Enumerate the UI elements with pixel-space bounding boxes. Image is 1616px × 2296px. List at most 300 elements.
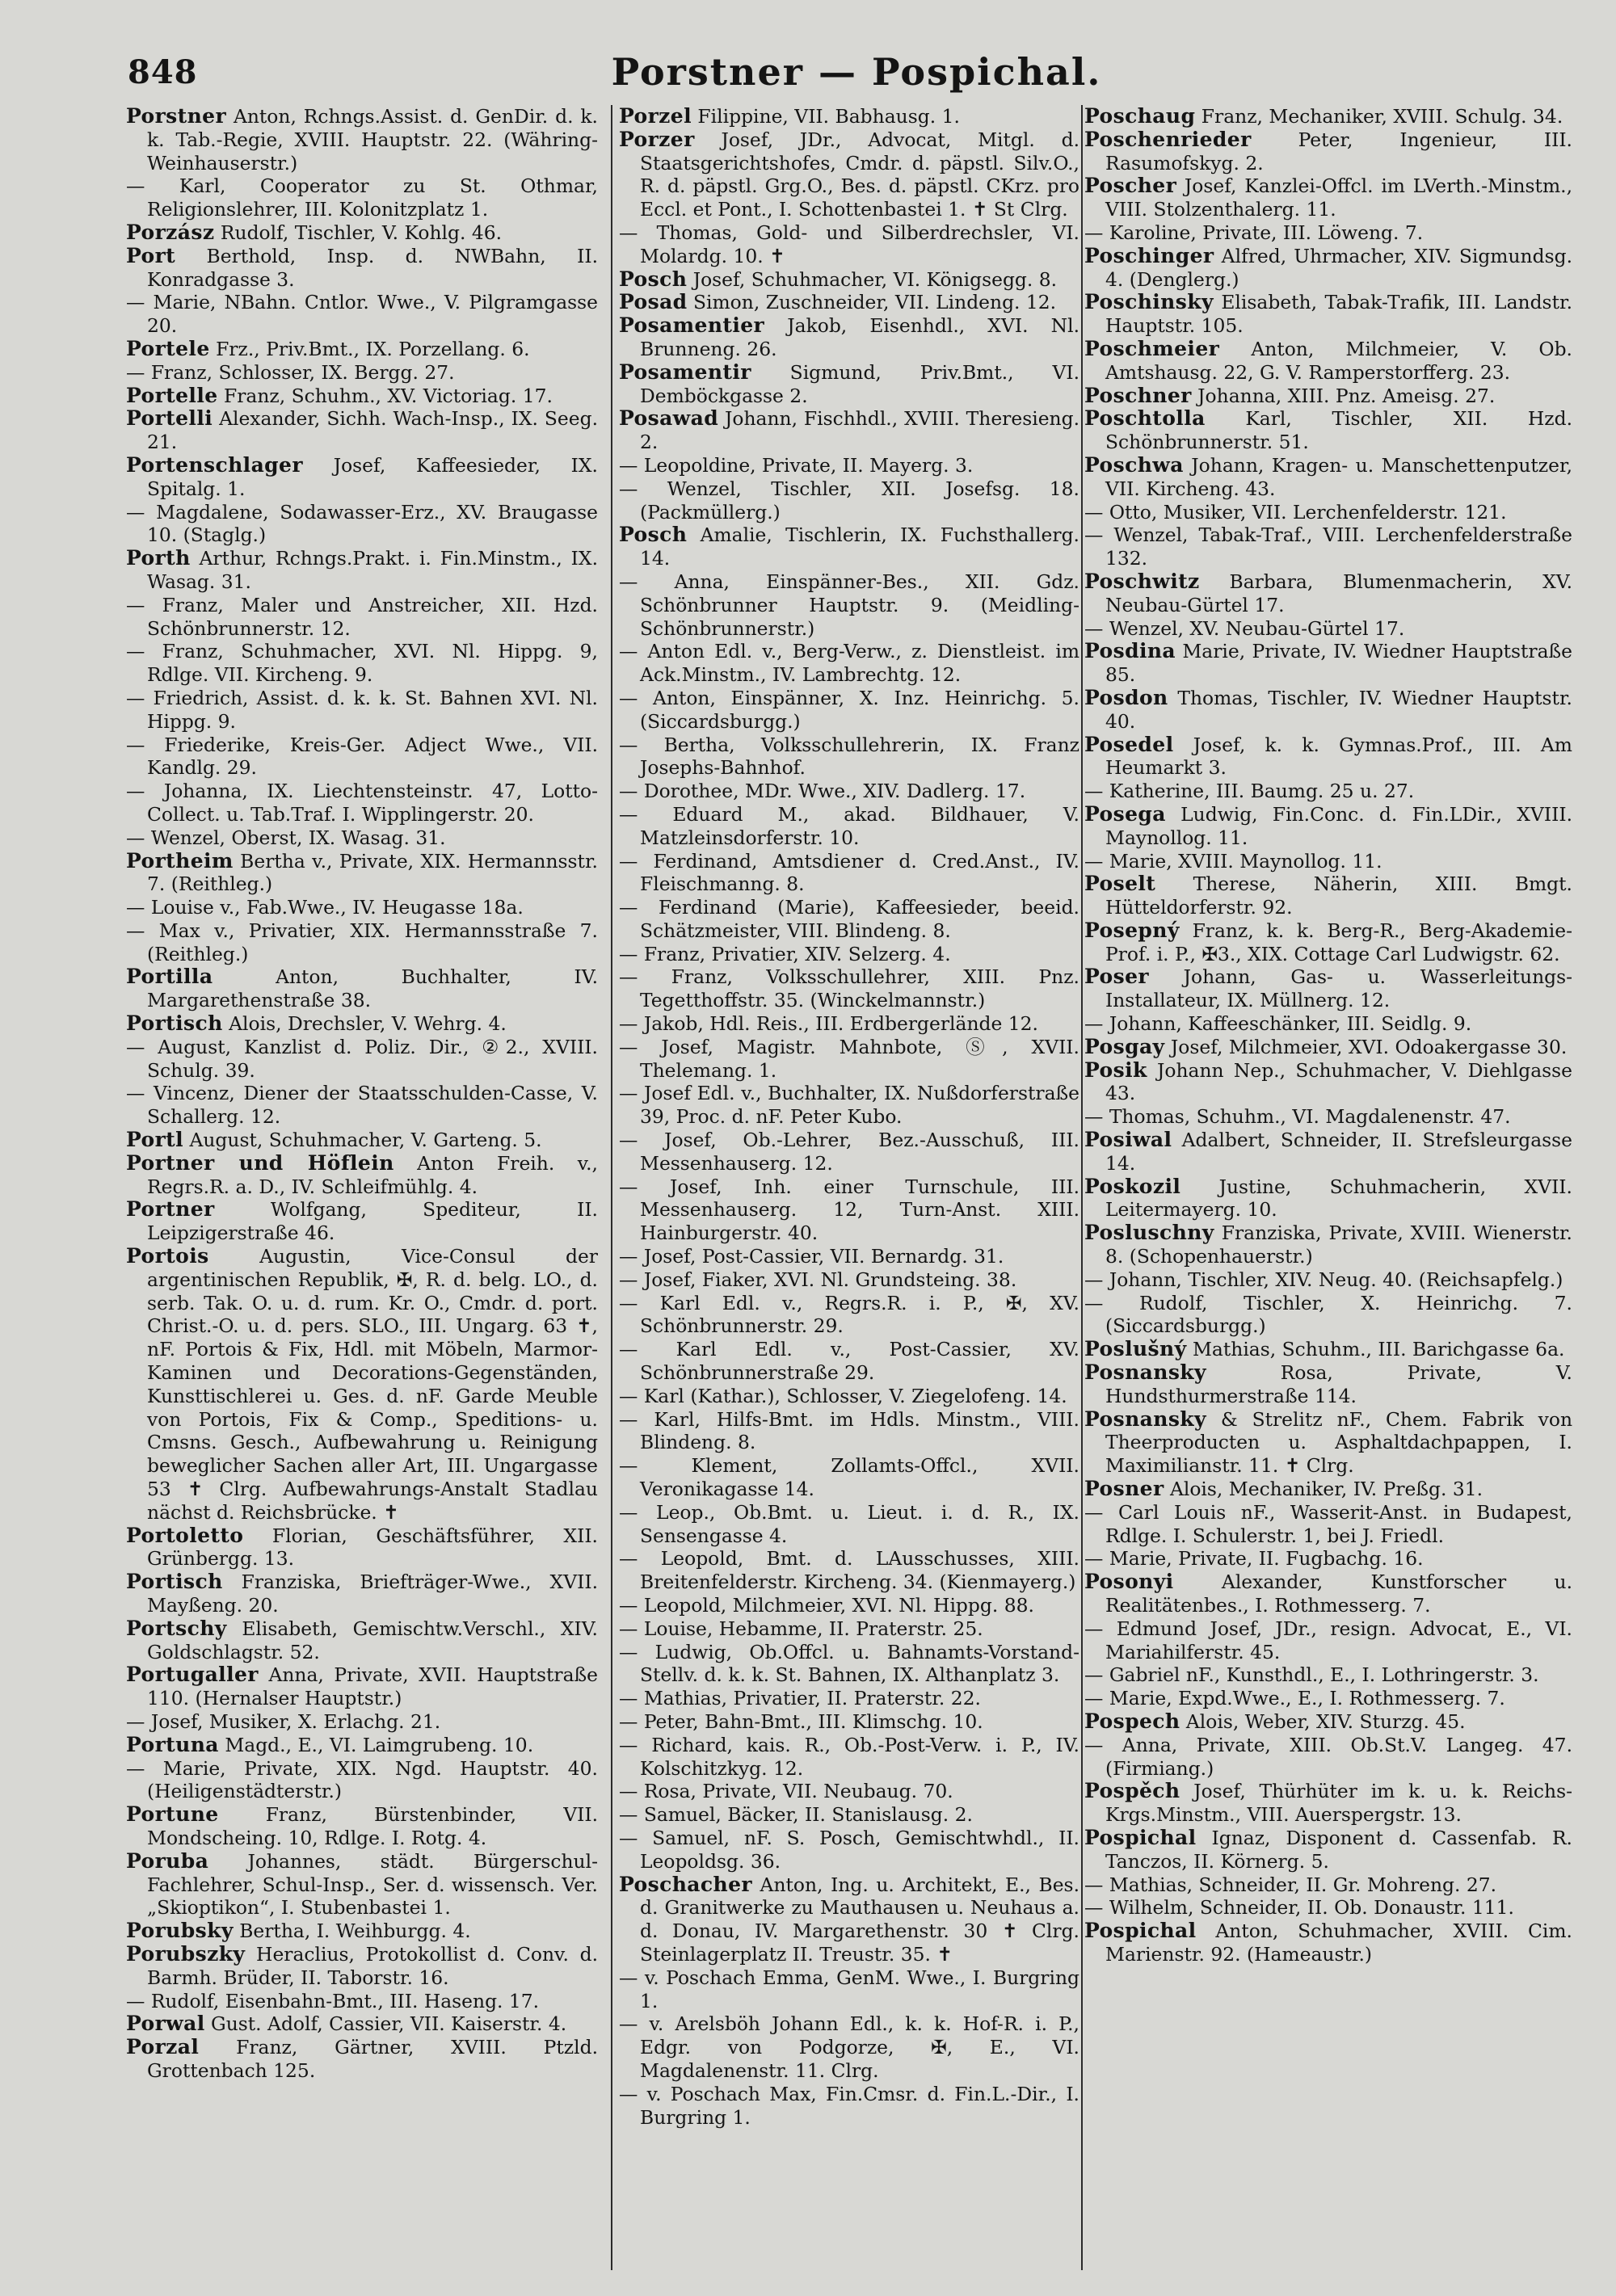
directory-entry xyxy=(1084,780,1572,803)
entry-details: — Samuel, Bäcker, II. Stanislausg. 2. xyxy=(619,1803,973,1827)
entry-surname: Posluschny xyxy=(1084,1221,1214,1245)
entry-surname: Portune xyxy=(126,1802,219,1827)
entry-surname: Poschinsky xyxy=(1084,290,1214,314)
directory-entry xyxy=(126,221,598,245)
entry-details: — Louise, Hebamme, II. Praterstr. 25. xyxy=(619,1617,983,1640)
directory-entry xyxy=(1084,291,1572,338)
entry-details: Anton, Schuhmacher, XVIII. Cim. Marienstr. 92. (Hameaustr.) xyxy=(1105,1920,1572,1966)
directory-entry xyxy=(126,361,598,385)
entry-surname: Porwal xyxy=(126,2012,205,2036)
column-3 xyxy=(1084,105,1572,2278)
column-1 xyxy=(126,105,598,2278)
entry-details: — Friedrich, Assist. d. k. k. St. Bahnen XVI. Nl. Hippg. 9. xyxy=(126,686,598,733)
entry-surname: Portisch xyxy=(126,1011,223,1036)
directory-entry xyxy=(1084,1408,1572,1478)
directory-entry xyxy=(619,687,1079,734)
directory-entry xyxy=(619,780,1079,803)
directory-entry xyxy=(619,1012,1079,1036)
entry-details: Anton, Rchngs.Assist. d. GenDir. d. k. k. Tab.-Regie, XVIII. Hauptstr. 22. (Währing-Weinhauserstr.) xyxy=(147,105,598,175)
directory-entry xyxy=(1084,1036,1572,1059)
entry-details: — Karl (Kathar.), Schlosser, V. Ziegelofeng. 14. xyxy=(619,1384,1067,1407)
directory-entry xyxy=(1084,105,1572,128)
entry-surname: Posnansky xyxy=(1084,1360,1206,1385)
directory-entry xyxy=(1084,1687,1572,1710)
directory-entry xyxy=(1084,1292,1572,1339)
entry-details: — Wilhelm, Schneider, II. Ob. Donaustr. 111. xyxy=(1084,1896,1514,1920)
directory-entry xyxy=(619,1803,1079,1827)
entry-details: — Thomas, Schuhm., VI. Magdalenenstr. 47. xyxy=(1084,1105,1511,1129)
entry-details: Josef, Kaffeesieder, IX. Spitalg. 1. xyxy=(147,453,598,500)
entry-details: — Mathias, Schneider, II. Gr. Mohreng. 27. xyxy=(1084,1873,1497,1896)
entry-surname: Posiwal xyxy=(1084,1128,1172,1152)
entry-details: Josef, Kanzlei-Offcl. im LVerth.-Minstm., VIII. Stolzenthalerg. 11. xyxy=(1105,175,1572,221)
directory-entry xyxy=(126,245,598,292)
entry-surname: Porubsky xyxy=(126,1919,234,1943)
entry-details: Karl, Tischler, XII. Hzd. Schönbrunnerstr. 51. xyxy=(1105,407,1572,454)
directory-entry xyxy=(1084,1059,1572,1106)
entry-details: — Vincenz, Diener der Staatsschulden-Casse, V. Schallerg. 12. xyxy=(126,1082,598,1129)
entry-details: — Marie, XVIII. Maynollog. 11. xyxy=(1084,849,1382,873)
entry-details: Peter, Ingenieur, III. Rasumofskyg. 2. xyxy=(1105,128,1572,175)
entry-surname: Poschinger xyxy=(1084,243,1214,267)
directory-entry xyxy=(1084,965,1572,1012)
entry-details: Josef, JDr., Advocat, Mitgl. d. Staatsgerichtshofes, Cmdr. d. päpstl. Silv.O., R. d. päpstl. Grg.O., Bes. d. päpstl. CKrz. pro Eccl. et Pont., I. Schottenbastei 1. ✝ St Clrg. xyxy=(640,128,1079,221)
directory-entry xyxy=(126,734,598,780)
entry-details: — Anna, Private, XIII. Ob.St.V. Langeg. 47. (Firmiang.) xyxy=(1084,1733,1572,1780)
directory-entry xyxy=(619,570,1079,640)
entry-details: — Leopoldine, Private, II. Mayerg. 3. xyxy=(619,453,974,477)
entry-details: — Josef, Post-Cassier, VII. Bernardg. 31. xyxy=(619,1245,1004,1268)
entry-details: — Franz, Maler und Anstreicher, XII. Hzd. Schönbrunnerstr. 12. xyxy=(126,593,598,640)
directory-entry xyxy=(126,1920,598,1943)
entry-surname: Porzel xyxy=(619,105,692,128)
entry-details: — Ferdinand, Amtsdiener d. Cred.Anst., IV. Fleischmanng. 8. xyxy=(619,849,1079,896)
entry-details: Therese, Näherin, XIII. Bmgt. Hütteldorferstr. 92. xyxy=(1105,873,1572,919)
entry-details: Anton, Milchmeier, V. Ob. Amtshausg. 22, G. V. Ramperstorfferg. 23. xyxy=(1105,337,1572,384)
directory-entry xyxy=(1084,407,1572,454)
entry-details: Heraclius, Protokollist d. Conv. d. Barmh. Brüder, II. Taborstr. 16. xyxy=(147,1942,598,1989)
page-header xyxy=(121,47,1592,105)
entry-details: Jakob, Eisenhdl., XVI. Nl. Brunneng. 26. xyxy=(640,314,1079,360)
entry-surname: Pospichal xyxy=(1084,1825,1197,1849)
entry-surname: Poschaug xyxy=(1084,105,1196,128)
entry-details: — Johann, Kaffeeschänker, III. Seidlg. 9. xyxy=(1084,1012,1472,1036)
directory-entry xyxy=(126,640,598,687)
directory-entry xyxy=(1084,873,1572,919)
entry-details: Filippine, VII. Babhausg. 1. xyxy=(697,105,960,128)
directory-entry xyxy=(619,1454,1079,1501)
directory-entry xyxy=(619,1501,1079,1548)
directory-entry xyxy=(126,1734,598,1757)
entry-details: Franz, Mechaniker, XVIII. Schulg. 34. xyxy=(1201,105,1563,128)
entry-surname: Poschwa xyxy=(1084,452,1184,477)
entry-surname: Portele xyxy=(126,336,210,360)
entry-details: Ignaz, Disponent d. Cassenfab. R. Tanczos, II. Körnerg. 5. xyxy=(1105,1826,1572,1873)
entry-surname: Portner und Höflein xyxy=(126,1150,394,1175)
directory-entry xyxy=(1084,1361,1572,1408)
entry-details: — Anna, Einspänner-Bes., XII. Gdz. Schönbrunner Hauptstr. 9. (Meidling-Schönbrunnerstr.) xyxy=(619,570,1079,640)
entry-details: — Ludwig, Ob.Offcl. u. Bahnamts-Vorstand-Stellv. d. k. k. St. Bahnen, IX. Althanplatz 3. xyxy=(619,1640,1079,1687)
entry-details: — Eduard M., akad. Bildhauer, V. Matzleinsdorferstr. 10. xyxy=(619,802,1079,849)
directory-entry xyxy=(126,780,598,826)
entry-details: — Wenzel, XV. Neubau-Gürtel 17. xyxy=(1084,616,1405,640)
directory-entry xyxy=(619,524,1079,570)
directory-entry xyxy=(1084,245,1572,292)
entry-details: — Mathias, Privatier, II. Praterstr. 22. xyxy=(619,1687,981,1710)
directory-entry xyxy=(619,734,1079,780)
entry-details: — Bertha, Volksschullehrerin, IX. Franz Josephs-Bahnhof. xyxy=(619,733,1079,780)
entry-details: — Edmund Josef, JDr., resign. Advocat, E., VI. Mariahilferstr. 45. xyxy=(1084,1617,1572,1663)
directory-entry xyxy=(619,1129,1079,1175)
entry-surname: Porubszky xyxy=(126,1941,246,1966)
directory-entry xyxy=(1084,1617,1572,1664)
entry-details: Barbara, Blumenmacherin, XV. Neubau-Gürtel 17. xyxy=(1105,570,1572,616)
directory-entry xyxy=(126,965,598,1012)
entry-surname: Posega xyxy=(1084,801,1166,826)
directory-entry xyxy=(1084,501,1572,524)
entry-details: Marie, Private, IV. Wiedner Hauptstraße 85. xyxy=(1105,640,1572,687)
entry-details: Florian, Geschäftsführer, XII. Grünbergg. 13. xyxy=(147,1524,598,1571)
entry-surname: Portl xyxy=(126,1128,184,1152)
directory-entry xyxy=(1084,1478,1572,1501)
entry-details: Rosa, Private, V. Hundsthurmerstraße 114. xyxy=(1105,1361,1572,1407)
directory-entry xyxy=(1084,1012,1572,1036)
directory-entry xyxy=(619,896,1079,943)
directory-entry xyxy=(1084,454,1572,501)
directory-entry xyxy=(619,1385,1079,1408)
entry-details: — Karl Edl. v., Post-Cassier, XV. Schönbrunnerstraße 29. xyxy=(619,1338,1079,1385)
directory-entry xyxy=(1084,1827,1572,1873)
directory-entry xyxy=(619,965,1079,1012)
entry-details: — v. Poschach Emma, GenM. Wwe., I. Burgring 1. xyxy=(619,1966,1079,2012)
entry-surname: Poser xyxy=(1084,965,1149,989)
directory-entry xyxy=(1084,221,1572,245)
entry-details: — Rudolf, Eisenbahn-Bmt., III. Haseng. 17. xyxy=(126,1989,540,2012)
entry-details: — Leop., Ob.Bmt. u. Lieut. i. d. R., IX. Sensengasse 4. xyxy=(619,1500,1079,1547)
entry-details: Josef, Thürhüter im k. u. k. Reichs-Krgs.Minstm., VIII. Auerspergstr. 13. xyxy=(1105,1780,1572,1827)
entry-details: Simon, Zuschneider, VII. Lindeng. 12. xyxy=(693,291,1057,314)
entry-details: Bertha, I. Weihburgg. 4. xyxy=(239,1920,471,1943)
entry-surname: Posad xyxy=(619,290,688,314)
entry-surname: Poscher xyxy=(1084,174,1177,198)
directory-entry xyxy=(619,1827,1079,1873)
directory-entry xyxy=(619,1268,1079,1292)
entry-surname: Porstner xyxy=(126,105,227,128)
directory-entry xyxy=(1084,1501,1572,1548)
entry-details: Anton, Ing. u. Architekt, E., Bes. d. Granitwerke zu Mauthausen u. Neuhaus a. d. Donau, IV. Margarethenstr. 30 ✝ Clrg. Steinlagerplatz II. Treustr. 35. ✝ xyxy=(640,1873,1079,1966)
entry-details: — Max v., Privatier, XIX. Hermannsstraße 7. (Reithleg.) xyxy=(126,919,598,965)
directory-entry xyxy=(126,594,598,641)
directory-entry xyxy=(126,291,598,338)
directory-entry xyxy=(619,1594,1079,1617)
directory-entry xyxy=(1084,640,1572,687)
entry-surname: Porzász xyxy=(126,220,215,244)
directory-entry xyxy=(1084,850,1572,873)
entry-details: Alois, Mechaniker, IV. Preßg. 31. xyxy=(1169,1478,1483,1501)
entry-details: — Jakob, Hdl. Reis., III. Erdbergerlände 12. xyxy=(619,1012,1038,1036)
entry-surname: Port xyxy=(126,243,176,267)
directory-entry xyxy=(619,1617,1079,1641)
entry-surname: Poskozil xyxy=(1084,1174,1181,1198)
directory-entry xyxy=(126,1036,598,1083)
entry-surname: Posch xyxy=(619,267,688,291)
directory-entry xyxy=(1084,803,1572,850)
entry-surname: Poschner xyxy=(1084,383,1192,407)
entry-details: Anton, Buchhalter, IV. Margarethenstraße 38. xyxy=(147,965,598,1012)
entry-details: Mathias, Schuhm., III. Barichgasse 6a. xyxy=(1192,1338,1565,1361)
directory-entry xyxy=(126,919,598,966)
directory-entry xyxy=(1084,175,1572,221)
directory-entry xyxy=(126,385,598,408)
page-number: 848 xyxy=(128,53,198,91)
entry-surname: Posamentier xyxy=(619,313,765,338)
directory-entry xyxy=(126,826,598,850)
entry-details: Anna, Private, XVII. Hauptstraße 110. (Hernalser Hauptstr.) xyxy=(147,1663,598,1710)
entry-details: — Karoline, Private, III. Löweng. 7. xyxy=(1084,221,1424,244)
entry-details: — Rudolf, Tischler, X. Heinrichg. 7. (Siccardsburgg.) xyxy=(1084,1291,1572,1338)
entry-details: — Wenzel, Tabak-Traf., VIII. Lerchenfelderstraße 132. xyxy=(1084,524,1572,570)
entry-details: — August, Kanzlist d. Poliz. Dir., ②2., XVIII. Schulg. 39. xyxy=(126,1035,598,1082)
directory-entry xyxy=(126,1710,598,1734)
entry-details: Elisabeth, Tabak-Trafik, III. Landstr. Hauptstr. 105. xyxy=(1105,291,1572,338)
directory-entry xyxy=(619,803,1079,850)
directory-entry xyxy=(1084,687,1572,734)
entry-surname: Poslušný xyxy=(1084,1337,1187,1361)
directory-entry xyxy=(1084,919,1572,966)
entry-details: Anton Freih. v., Regrs.R. a. D., IV. Schleifmühlg. 4. xyxy=(147,1151,598,1198)
entry-details: Johann, Kragen- u. Manschettenputzer, VII. Kircheng. 43. xyxy=(1105,453,1572,500)
entry-details: Franz, Bürstenbinder, VII. Mondscheing. 10, Rdlge. I. Rotg. 4. xyxy=(147,1803,598,1849)
entry-surname: Portilla xyxy=(126,965,213,989)
directory-entry xyxy=(619,1547,1079,1594)
entry-surname: Portner xyxy=(126,1197,215,1222)
entry-details: — Josef Edl. v., Buchhalter, IX. Nußdorferstraße 39, Proc. d. nF. Peter Kubo. xyxy=(619,1082,1079,1129)
entry-details: — Katherine, III. Baumg. 25 u. 27. xyxy=(1084,780,1415,803)
entry-details: Magd., E., VI. Laimgrubeng. 10. xyxy=(225,1733,534,1756)
entry-details: Josef, Schuhmacher, VI. Königsegg. 8. xyxy=(692,267,1058,291)
entry-details: — Richard, kais. R., Ob.-Post-Verw. i. P., IV. Kolschitzkyg. 12. xyxy=(619,1733,1079,1780)
directory-entry xyxy=(619,221,1079,268)
directory-entry xyxy=(619,1641,1079,1688)
entry-details: Arthur, Rchngs.Prakt. i. Fin.Minstm., IX. Wasag. 31. xyxy=(147,547,598,593)
entry-details: — Josef, Magistr. Mahnbote, Ⓢ, XVII. Thelemang. 1. xyxy=(619,1035,1079,1082)
entry-surname: Poschacher xyxy=(619,1872,752,1896)
directory-entry xyxy=(619,128,1079,221)
directory-entry xyxy=(126,454,598,501)
directory-entry xyxy=(126,2036,598,2083)
entry-surname: Porzer xyxy=(619,127,695,151)
entry-details: Adalbert, Schneider, II. Strefsleurgasse 14. xyxy=(1105,1129,1572,1175)
entry-details: Gust. Adolf, Cassier, VII. Kaiserstr. 4. xyxy=(211,2012,567,2036)
entry-details: Alois, Weber, XIV. Sturzg. 45. xyxy=(1185,1709,1466,1733)
entry-details: — Wenzel, Oberst, IX. Wasag. 31. xyxy=(126,826,446,849)
directory-entry xyxy=(1084,128,1572,175)
entry-surname: Portisch xyxy=(126,1570,223,1594)
directory-entry xyxy=(1084,1175,1572,1222)
entry-surname: Poselt xyxy=(1084,872,1156,896)
entry-surname: Pospěch xyxy=(1084,1779,1180,1803)
entry-details: Johannes, städt. Bürgerschul-Fachlehrer, Schul-Insp., Ser. d. wissensch. Ver. „Skioptikon“, I. Stubenbastei 1. xyxy=(147,1849,598,1920)
directory-entry xyxy=(1084,1920,1572,1966)
entry-surname: Posner xyxy=(1084,1477,1164,1501)
entry-surname: Posik xyxy=(1084,1058,1147,1082)
entry-surname: Portenschlager xyxy=(126,452,303,477)
entry-details: — Thomas, Gold- und Silberdrechsler, VI. Molardg. 10. ✝ xyxy=(619,221,1079,267)
directory-entry xyxy=(619,2083,1079,2130)
directory-entry xyxy=(619,314,1079,361)
directory-entry xyxy=(619,477,1079,524)
entry-surname: Posnansky xyxy=(1084,1407,1206,1431)
directory-entry xyxy=(126,501,598,548)
entry-details: — Marie, NBahn. Cntlor. Wwe., V. Pilgramgasse 20. xyxy=(126,291,598,338)
entry-details: & Strelitz nF., Chem. Fabrik von Theerproducten u. Asphaltdachpappen, I. Maximilianstr. 11. ✝ Clrg. xyxy=(1105,1407,1572,1478)
directory-entry xyxy=(619,1966,1079,2013)
entry-details: — Franz, Privatier, XIV. Selzerg. 4. xyxy=(619,942,951,965)
entry-details: — Leopold, Bmt. d. LAusschusses, XIII. Breitenfelderstr. Kircheng. 34. (Kienmayerg.) xyxy=(619,1547,1079,1594)
directory-entry xyxy=(126,1663,598,1710)
directory-entry xyxy=(619,1873,1079,1966)
entry-surname: Posch xyxy=(619,523,688,547)
entry-details: — v. Poschach Max, Fin.Cmsr. d. Fin.L.-Dir., I. Burgring 1. xyxy=(619,2082,1079,2129)
directory-entry xyxy=(126,338,598,361)
column-2 xyxy=(619,105,1079,2278)
entry-details: Johanna, XIII. Pnz. Ameisg. 27. xyxy=(1197,384,1496,407)
entry-surname: Poschmeier xyxy=(1084,336,1220,360)
entry-surname: Portelle xyxy=(126,383,218,407)
directory-entry xyxy=(126,687,598,734)
directory-entry xyxy=(126,175,598,221)
entry-details: — Anton, Einspänner, X. Inz. Heinrichg. 5. (Siccardsburgg.) xyxy=(619,686,1079,733)
entry-details: Amalie, Tischlerin, IX. Fuchsthallerg. 14. xyxy=(640,524,1079,570)
entry-details: — Josef, Inh. einer Turnschule, III. Messenhauserg. 12, Turn-Anst. XIII. Hainburgerstr. 40. xyxy=(619,1175,1079,1245)
entry-surname: Poschenrieder xyxy=(1084,127,1252,151)
entry-details: — Karl Edl. v., Regrs.R. i. P., ✠, XV. Schönbrunnerstr. 29. xyxy=(619,1291,1079,1338)
entry-details: — Anton Edl. v., Berg-Verw., z. Dienstleist. im Ack.Minstm., IV. Lambrechtg. 12. xyxy=(619,640,1079,687)
entry-surname: Poschtolla xyxy=(1084,406,1206,431)
entry-details: — Rosa, Private, VII. Neubaug. 70. xyxy=(619,1780,953,1803)
directory-entry xyxy=(1084,1571,1572,1617)
directory-entry xyxy=(619,1245,1079,1268)
directory-entry xyxy=(126,1129,598,1152)
directory-entry xyxy=(619,640,1079,687)
directory-entry xyxy=(126,1198,598,1245)
entry-details: — Samuel, nF. S. Posch, Gemischtwhdl., II. Leopoldsg. 36. xyxy=(619,1826,1079,1873)
entry-details: Johann, Gas- u. Wasserleitungs-Installateur, IX. Müllnerg. 12. xyxy=(1105,965,1572,1012)
entry-details: — Franz, Schlosser, IX. Bergg. 27. xyxy=(126,360,455,384)
entry-surname: Porth xyxy=(126,546,191,570)
entry-details: — Franz, Volksschullehrer, XIII. Pnz. Tegetthoffstr. 35. (Winckelmannstr.) xyxy=(619,965,1079,1012)
entry-details: — Leopold, Milchmeier, XVI. Nl. Hippg. 88. xyxy=(619,1594,1034,1617)
directory-entry xyxy=(1084,1222,1572,1268)
directory-entry xyxy=(1084,1105,1572,1129)
directory-entry xyxy=(1084,1547,1572,1571)
entry-details: Berthold, Insp. d. NWBahn, II. Konradgasse 3. xyxy=(147,244,598,291)
directory-entry xyxy=(1084,570,1572,617)
directory-entry xyxy=(619,291,1079,314)
entry-surname: Posepný xyxy=(1084,918,1180,942)
entry-surname: Portugaller xyxy=(126,1663,259,1687)
entry-details: Franziska, Private, XVIII. Wienerstr. 8. (Schopenhauerstr.) xyxy=(1105,1222,1572,1268)
entry-details: — Magdalene, Sodawasser-Erz., XV. Braugasse 10. (Staglg.) xyxy=(126,500,598,547)
entry-surname: Posgay xyxy=(1084,1034,1165,1058)
directory-entry xyxy=(619,2012,1079,2082)
directory-entry xyxy=(619,1082,1079,1129)
entry-details: — Ferdinand (Marie), Kaffeesieder, beeid. Schätzmeister, VIII. Blindeng. 8. xyxy=(619,896,1079,942)
entry-details: Johann, Fischhdl., XVIII. Theresieng. 2. xyxy=(640,407,1079,454)
entry-details: Johann Nep., Schuhmacher, V. Diehlgasse 43. xyxy=(1105,1058,1572,1105)
entry-details: — Friederike, Kreis-Ger. Adject Wwe., VII. Kandlg. 29. xyxy=(126,733,598,780)
entry-surname: Posedel xyxy=(1084,732,1174,756)
directory-entry xyxy=(1084,1873,1572,1897)
entry-details: Rudolf, Tischler, V. Kohlg. 46. xyxy=(220,221,503,244)
entry-details: — Peter, Bahn-Bmt., III. Klimschg. 10. xyxy=(619,1709,983,1733)
directory-entry xyxy=(126,1617,598,1664)
entry-details: — Franz, Schuhmacher, XVI. Nl. Hippg. 9, Rdlge. VII. Kircheng. 9. xyxy=(126,640,598,687)
entry-details: Franz, Schuhm., XV. Victoriag. 17. xyxy=(223,384,553,407)
directory-entry xyxy=(126,850,598,897)
column-rule xyxy=(611,105,612,2270)
entry-details: — Klement, Zollamts-Offcl., XVII. Veronikagasse 14. xyxy=(619,1454,1079,1501)
entry-details: Frz., Priv.Bmt., IX. Porzellang. 6. xyxy=(216,337,530,360)
directory-entry xyxy=(126,1012,598,1036)
directory-entry xyxy=(126,1990,598,2013)
entry-details: Josef, Milchmeier, XVI. Odoakergasse 30. xyxy=(1170,1035,1568,1058)
entry-details: Justine, Schuhmacherin, XVII. Leitermayerg. 10. xyxy=(1105,1175,1572,1222)
entry-surname: Portelli xyxy=(126,406,213,431)
directory-entry xyxy=(1084,385,1572,408)
entry-details: Bertha v., Private, XIX. Hermannsstr. 7. (Reithleg.) xyxy=(147,849,598,896)
directory-entry xyxy=(126,1245,598,1524)
entry-details: — Karl, Hilfs-Bmt. im Hdls. Minstm., VIII. Blindeng. 8. xyxy=(619,1407,1079,1454)
column-rule xyxy=(1081,105,1083,2270)
directory-entry xyxy=(1084,1129,1572,1175)
directory-entry xyxy=(126,1943,598,1990)
directory-entry xyxy=(126,1757,598,1804)
directory-entry xyxy=(1084,524,1572,570)
entry-details: Alfred, Uhrmacher, XIV. Sigmundsg. 4. (Denglerg.) xyxy=(1105,244,1572,291)
entry-details: — Gabriel nF., Kunsthdl., E., I. Lothringerstr. 3. xyxy=(1084,1663,1539,1687)
entry-details: — Dorothee, MDr. Wwe., XIV. Dadlerg. 17. xyxy=(619,780,1026,803)
directory-entry xyxy=(619,1710,1079,1734)
entry-surname: Posamentir xyxy=(619,360,751,384)
entry-surname: Portoletto xyxy=(126,1523,244,1547)
entry-details: Augustin, Vice-Consul der argentinischen Republik, ✠, R. d. belg. LO., d. serb. Tak. O. u. d. rum. Kr. O., Cmdr. d. port. Christ.-O. u. d. pers. SLO., III. Ungarg. 63 ✝, nF. Portois & Fix, Hdl. mit Möbeln, Marmor-Kaminen und Decorations-Gegenständen, Kunsttischlerei u. Ges. d. nF. Garde Meuble von Portois, Fix & Comp., Speditions- u. Cmsns. Gesch., Aufbewahrung u. Reinigung beweglicher Sachen aller Art, III. Ungargasse 53 ✝ Clrg. Aufbewahrungs-Anstalt Stadlau nächst d. Reichsbrücke. ✝ xyxy=(147,1245,598,1524)
directory-entry xyxy=(126,1571,598,1617)
entry-surname: Pospech xyxy=(1084,1709,1180,1733)
directory-entry xyxy=(126,1803,598,1850)
directory-entry xyxy=(619,1734,1079,1781)
entry-details: — Johann, Tischler, XIV. Neug. 40. (Reichsapfelg.) xyxy=(1084,1268,1563,1291)
entry-details: Josef, k. k. Gymnas.Prof., III. Am Heumarkt 3. xyxy=(1105,733,1572,780)
entry-details: — v. Arelsböh Johann Edl., k. k. Hof-R. i. P., Edgr. von Podgorze, ✠, E., VI. Magdalenenstr. 11. Clrg. xyxy=(619,2012,1079,2082)
entry-details: — Josef, Ob.-Lehrer, Bez.-Ausschuß, III. Messenhauserg. 12. xyxy=(619,1129,1079,1175)
entry-surname: Posonyi xyxy=(1084,1570,1174,1594)
entry-details: Ludwig, Fin.Conc. d. Fin.LDir., XVIII. Maynollog. 11. xyxy=(1105,802,1572,849)
directory-entry xyxy=(1084,1338,1572,1361)
entry-surname: Poschwitz xyxy=(1084,569,1200,593)
entry-details: — Marie, Private, XIX. Ngd. Hauptstr. 40. (Heiligenstädterstr.) xyxy=(126,1756,598,1803)
entry-details: — Marie, Expd.Wwe., E., I. Rothmesserg. 7. xyxy=(1084,1687,1505,1710)
entry-details: Alexander, Kunstforscher u. Realitätenbes., I. Rothmesserg. 7. xyxy=(1105,1571,1572,1617)
entry-details: — Wenzel, Tischler, XII. Josefsg. 18. (Packmüllerg.) xyxy=(619,477,1079,524)
directory-entry xyxy=(619,1292,1079,1339)
directory-entry xyxy=(1084,1663,1572,1687)
entry-details: Thomas, Tischler, IV. Wiedner Hauptstr. 40. xyxy=(1105,686,1572,733)
directory-entry xyxy=(1084,1896,1572,1920)
directory-entry xyxy=(619,105,1079,128)
entry-details: Franz, Gärtner, XVIII. Ptzld. Grottenbach 125. xyxy=(147,2036,598,2082)
directory-entry xyxy=(126,1082,598,1129)
